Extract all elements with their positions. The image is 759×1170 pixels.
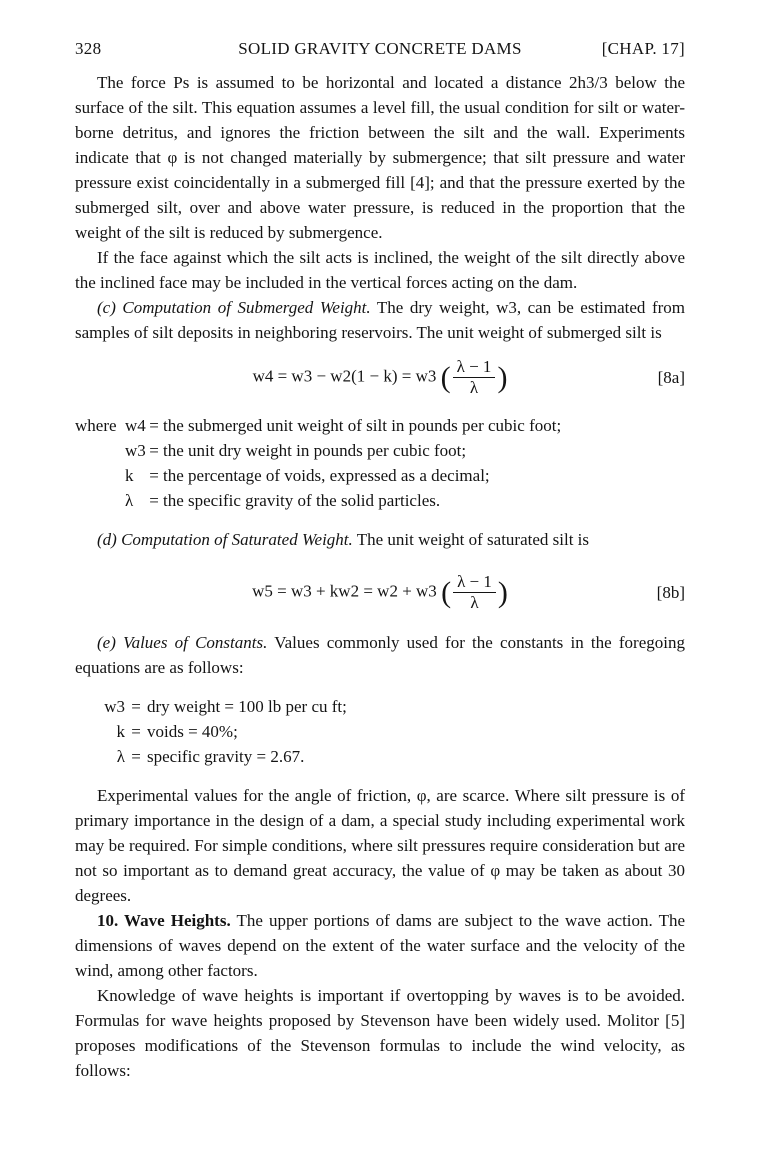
- paragraph-silt-force: The force Ps is assumed to be horizontal and located a distance 2h3/3 below the surface of the silt. This equation assumes a level fill, the usual condition for silt or water-borne detritus, and ignores the friction between the silt and the wall. Experiments indicate that φ is not changed materially by submergence; that silt pressure and water pressure exist coincidentally in a submerged fill [4]; and that the pressure exerted by the submerged silt, over and above water pressure, is reduced in the proportion that the weight of the silt is reduced by submergence.: [75, 73, 685, 242]
- subsection-text-d: The unit weight of saturated silt is: [352, 530, 590, 549]
- definition-row: [75, 488, 685, 513]
- page-number: 328: [75, 39, 102, 58]
- definition-row: [75, 413, 685, 438]
- equals-sign: =: [149, 441, 159, 460]
- equals-sign: =: [131, 722, 141, 741]
- equals-sign: =: [131, 747, 141, 766]
- equation-number-8b: [8b]: [656, 583, 685, 602]
- symbol-definitions: [75, 413, 685, 513]
- equals-sign: =: [149, 491, 159, 510]
- subsection-text-c: The dry weight, w3, can be estimated from samples of silt deposits in neighboring reservoirs. The unit weight of submerged silt is: [75, 298, 686, 342]
- chapter-label: [CHAP. 17]: [601, 39, 685, 58]
- definition-text: the percentage of voids, expressed as a decimal;: [163, 466, 490, 485]
- fraction-denominator: λ: [470, 593, 479, 612]
- subsection-heading-c: (c) Computation of Submerged Weight.: [97, 298, 371, 317]
- paragraph-friction-angle: Experimental values for the angle of friction, φ, are scarce. Where silt pressure is of primary importance in the design of a dam, a special study including experimental work may be required. For simple conditions, where silt pressures require consideration but are not so important as to demand great accuracy, the value of φ may be taken as about 30 degrees.: [75, 786, 685, 905]
- definition-symbol: λ: [125, 491, 134, 510]
- equation-8a-lhs: w4 = w3 − w2(1 − k) = w3: [252, 366, 437, 386]
- running-title: SOLID GRAVITY CONCRETE DAMS: [238, 39, 522, 58]
- section-10-paragraph: [75, 908, 685, 983]
- definition-text: the submerged unit weight of silt in pounds per cubic foot;: [163, 416, 562, 435]
- definition-row: [75, 438, 685, 463]
- definition-symbol: w4: [125, 416, 146, 435]
- body-text: [75, 70, 685, 1083]
- constant-row: [75, 694, 685, 719]
- equation-8a: [75, 347, 685, 405]
- fraction-denominator: λ: [469, 378, 479, 397]
- constant-values: [75, 694, 685, 769]
- subsection-heading-e: (e) Values of Constants.: [97, 633, 268, 652]
- definition-symbol: k: [125, 466, 134, 485]
- constant-row: [75, 744, 685, 769]
- running-header: [75, 39, 685, 63]
- equals-sign: =: [149, 416, 159, 435]
- right-paren-icon: ): [497, 576, 508, 609]
- constant-text: dry weight = 100 lb per cu ft;: [147, 697, 347, 716]
- definition-row: [75, 463, 685, 488]
- constant-text: voids = 40%;: [147, 722, 238, 741]
- constant-text: specific gravity = 2.67.: [147, 747, 305, 766]
- paragraph-saturated-weight: [75, 527, 685, 552]
- equation-8a-fraction: [453, 357, 496, 398]
- subsection-text-e: Values commonly used for the constants in the foregoing equations are as follows:: [75, 633, 685, 677]
- left-paren-icon: (: [441, 576, 452, 609]
- right-paren-icon: ): [497, 361, 508, 394]
- fraction-numerator: λ − 1: [453, 357, 496, 378]
- section-10-text: The upper portions of dams are subject to the wave action. The dimensions of waves depend on the extent of the water surface and the velocity of the wind, among other factors.: [75, 911, 685, 980]
- fraction-numerator: λ − 1: [453, 572, 496, 593]
- paragraph-inclined-face: If the face against which the silt acts is inclined, the weight of the silt directly above the inclined face may be included in the vertical forces acting on the dam.: [75, 248, 685, 292]
- subsection-heading-d: (d) Computation of Saturated Weight.: [97, 530, 353, 549]
- left-paren-icon: (: [440, 361, 451, 394]
- equals-sign: =: [149, 466, 159, 485]
- definitions-lead-word: where: [75, 416, 117, 435]
- equation-8b: [75, 562, 685, 616]
- definition-text: the specific gravity of the solid particles.: [163, 491, 441, 510]
- paragraph-constants: [75, 630, 685, 680]
- paragraph-wave-formulas: Knowledge of wave heights is important if overtopping by waves is to be avoided. Formulas for wave heights proposed by Stevenson have been widely used. Molitor [5] proposes modifications of the Stevenson formulas to include the wind velocity, as follows:: [75, 986, 685, 1080]
- equals-sign: =: [131, 697, 141, 716]
- definition-symbol: w3: [125, 441, 146, 460]
- constant-symbol: k: [116, 722, 125, 741]
- paragraph-submerged-weight: [75, 295, 685, 345]
- constant-symbol: w3: [104, 697, 125, 716]
- section-heading-wave-heights: 10. Wave Heights.: [97, 911, 231, 930]
- definition-text: the unit dry weight in pounds per cubic foot;: [163, 441, 467, 460]
- constant-row: [75, 719, 685, 744]
- equation-number-8a: [8a]: [657, 368, 685, 387]
- constant-symbol: λ: [116, 747, 125, 766]
- equation-8b-lhs: w5 = w3 + kw2 = w2 + w3: [252, 581, 437, 601]
- equation-8b-fraction: [453, 572, 496, 613]
